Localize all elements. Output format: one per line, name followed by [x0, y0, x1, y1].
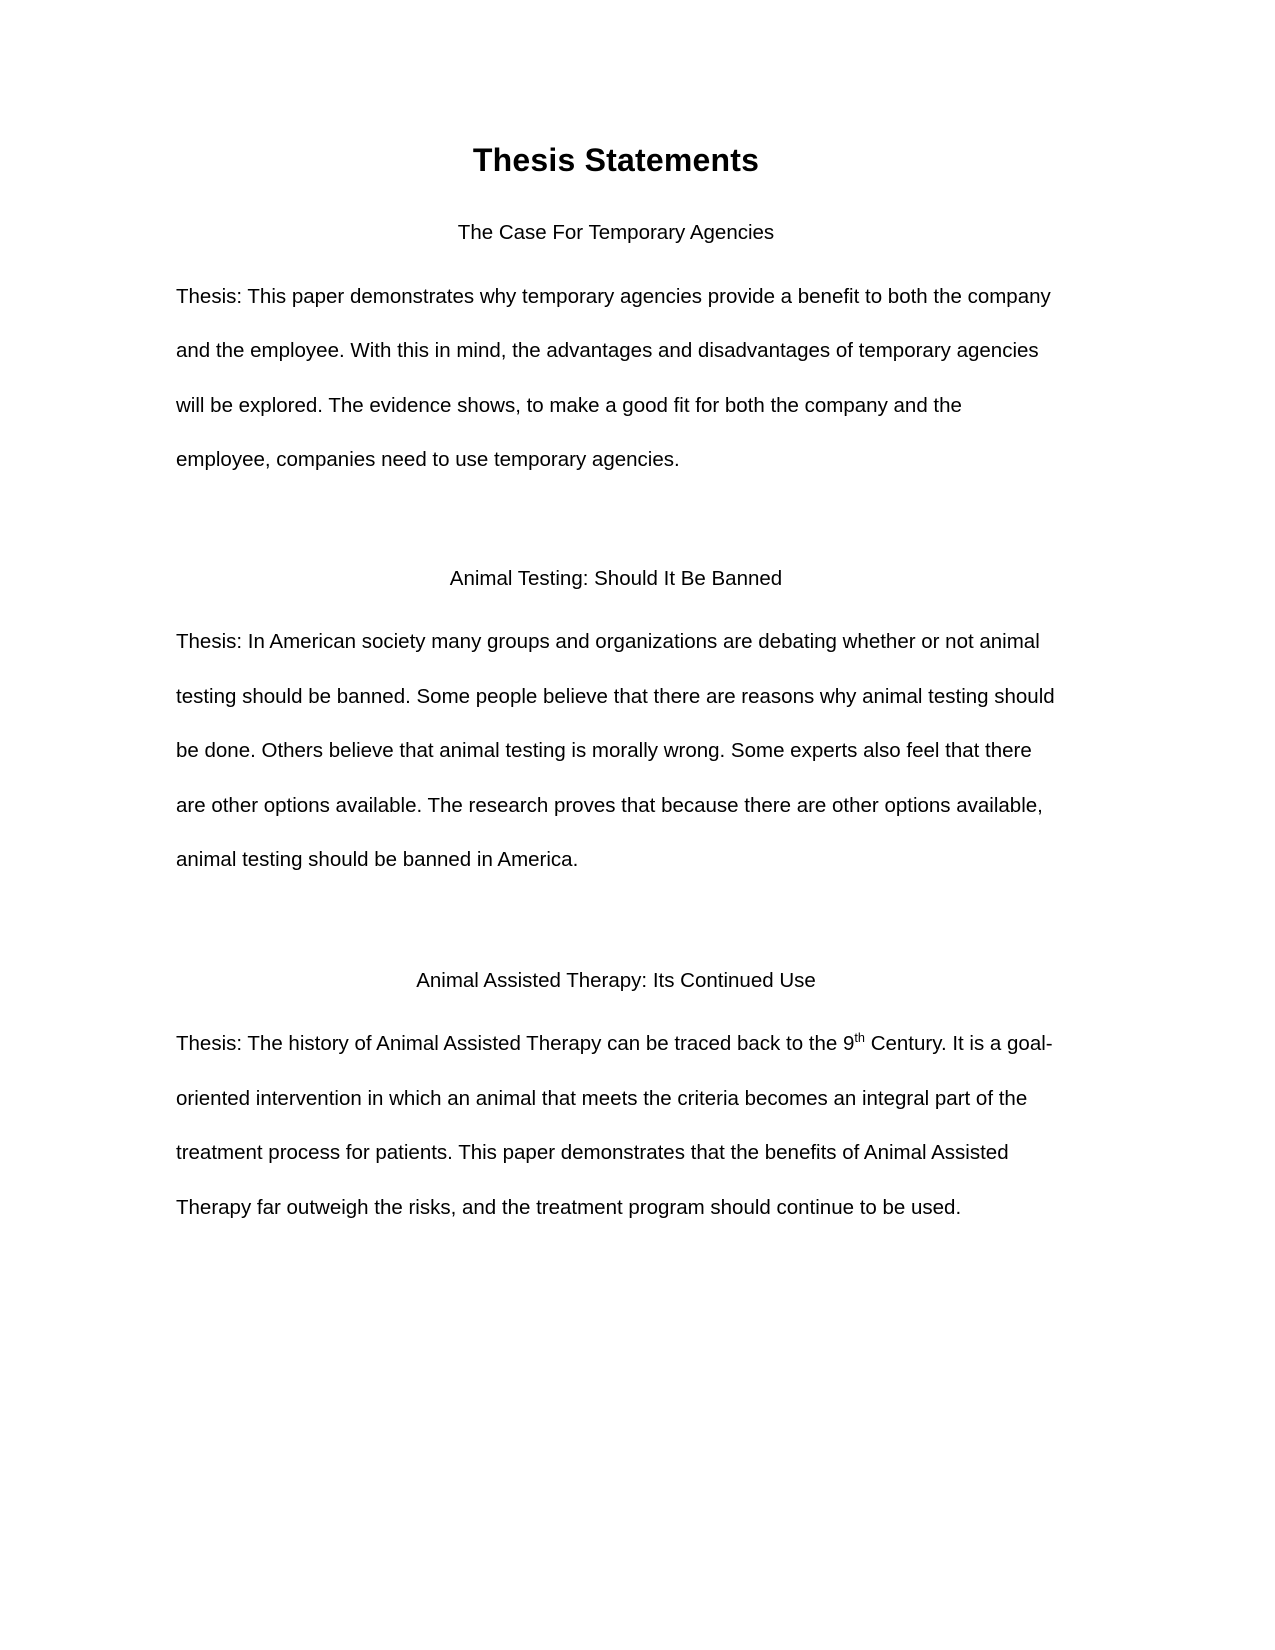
therapy-body-text-part-1: Thesis: The history of Animal Assisted Therapy can be traced back to the 9 — [176, 1032, 855, 1056]
section-animal-assisted-therapy — [176, 888, 1056, 1236]
section-heading-animal-testing: Animal Testing: Should It Be Banned — [449, 566, 783, 590]
section-heading-animal-assisted-therapy: Animal Assisted Therapy: Its Continued Use — [416, 968, 816, 992]
section-body-animal-testing: Thesis: In American society many groups and organizations are debating whether or not animal testing should be banned. Some people believe that there are reasons why animal testing should be done. Others believe that animal testing is morally wrong. Some experts also feel that there are other options available. The research proves that because there are other options available, animal testing should be banned in America. — [176, 630, 1061, 872]
section-heading-temporary-agencies: The Case For Temporary Agencies — [457, 221, 775, 245]
section-animal-testing — [176, 488, 1061, 888]
therapy-body-text-part-2: Century. It is a goal-oriented intervention in which an animal that meets the criteria becomes an integral part of the treatment process for patients. This paper demonstrates that the benefits of Animal Assisted Therapy far outweigh the risks, and the treatment program should continue to be used. — [176, 1032, 1053, 1219]
section-body-animal-assisted-therapy — [176, 993, 1056, 1235]
section-temporary-agencies — [176, 178, 1056, 488]
document-content — [176, 0, 1061, 1235]
ordinal-superscript: th — [854, 1030, 865, 1046]
section-body-temporary-agencies: Thesis: This paper demonstrates why temporary agencies provide a benefit to both the company and the employee. With this in mind, the advantages and disadvantages of temporary agencies will be explored. The evidence shows, to make a good fit for both the company and the employee, companies need to use temporary agencies. — [176, 284, 1057, 472]
page-title: Thesis Statements — [472, 142, 760, 178]
